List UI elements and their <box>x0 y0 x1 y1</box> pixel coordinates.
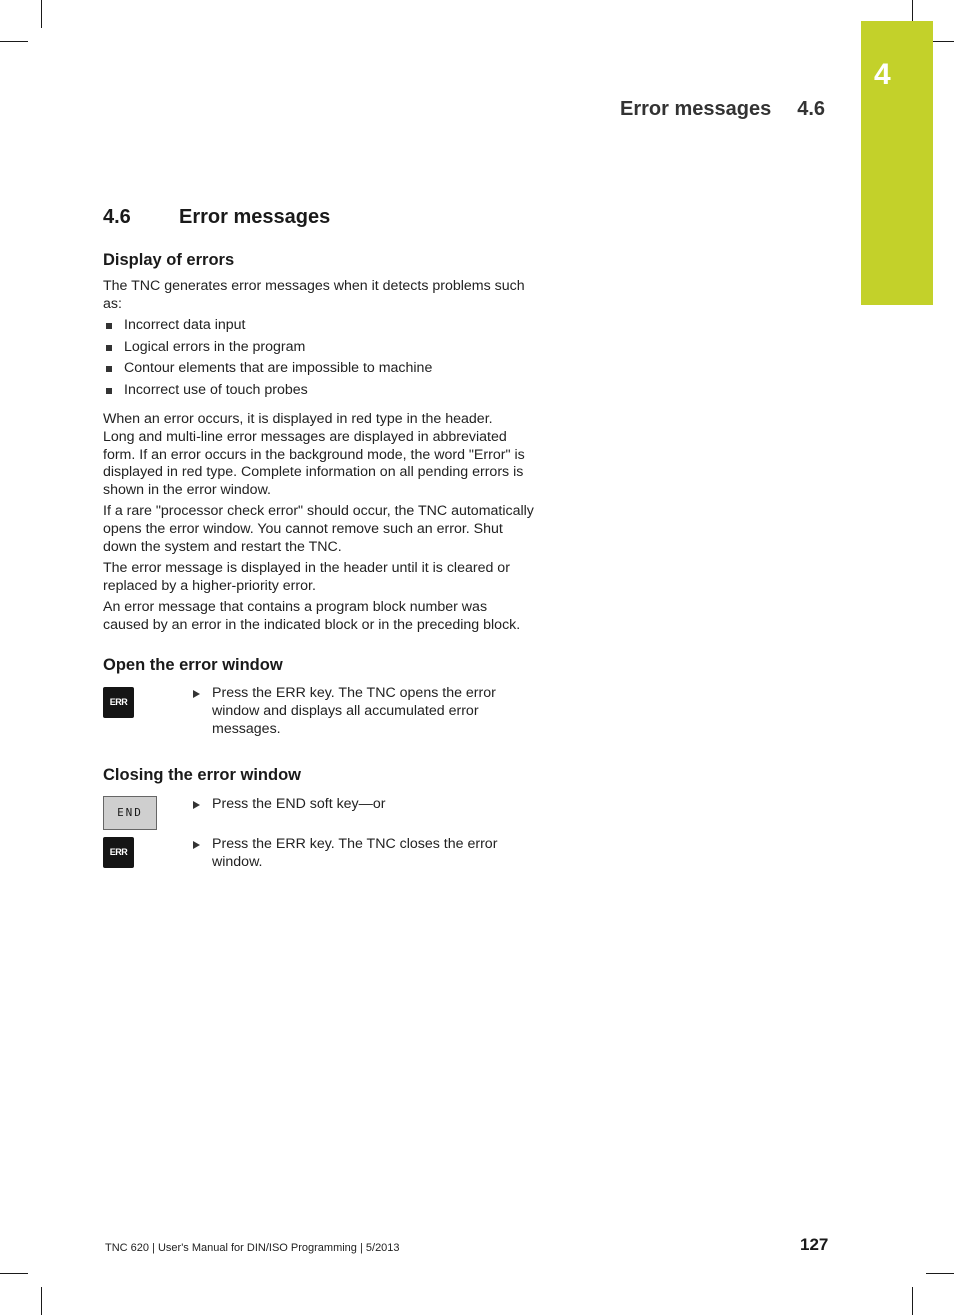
bullet-square-icon <box>106 345 112 351</box>
footer-text: TNC 620 | User's Manual for DIN/ISO Programming | 5/2013 <box>105 1242 400 1254</box>
step-text <box>212 685 533 738</box>
err-key-icon: ERR <box>103 837 134 868</box>
paragraph <box>103 599 548 635</box>
text-line: shown in the error window. <box>103 482 271 499</box>
bullet-square-icon <box>106 323 112 329</box>
text-line: down the system and restart the TNC. <box>103 538 342 555</box>
section-number: 4.6 <box>103 206 131 228</box>
list-item-label: Incorrect use of touch probes <box>124 382 308 398</box>
text-line: Press the ERR key. The TNC opens the error <box>212 685 496 701</box>
list-item-label: Contour elements that are impossible to machine <box>124 360 433 376</box>
step-arrow-icon <box>193 690 200 698</box>
text-line: as: <box>103 295 122 312</box>
end-softkey-icon: END <box>103 796 157 830</box>
crop-mark <box>0 1273 28 1274</box>
step-text <box>212 836 533 872</box>
step-text <box>212 796 533 814</box>
text-line: Press the END soft key—or <box>212 796 386 812</box>
text-line: An error message that contains a program block number was <box>103 599 488 615</box>
paragraph <box>103 411 548 500</box>
text-line: window and displays all accumulated error <box>212 702 479 719</box>
list-item-label: Logical errors in the program <box>124 339 306 355</box>
chapter-tab <box>861 21 933 305</box>
list-item-label: Incorrect data input <box>124 317 246 333</box>
step-arrow-icon <box>193 841 200 849</box>
instruction-step <box>193 685 533 738</box>
instruction-step <box>193 836 533 872</box>
text-line: Long and multi-line error messages are displayed in abbreviated <box>103 428 507 445</box>
running-head-number: 4.6 <box>797 98 826 120</box>
crop-mark <box>912 1287 913 1315</box>
bullet-square-icon <box>106 366 112 372</box>
bullet-square-icon <box>106 388 112 394</box>
paragraph <box>103 560 548 596</box>
instruction-step <box>193 796 533 814</box>
paragraph <box>103 503 548 556</box>
text-line: opens the error window. You cannot remove such an error. Shut <box>103 520 503 537</box>
closing-error-window-heading: Closing the error window <box>103 766 302 784</box>
step-arrow-icon <box>193 801 200 809</box>
open-error-window-heading: Open the error window <box>103 656 283 674</box>
display-of-errors-intro <box>103 278 548 314</box>
crop-mark <box>0 41 28 42</box>
section-title <box>103 206 330 229</box>
chapter-number: 4 <box>874 58 891 91</box>
text-line: form. If an error occurs in the background mode, the word "Error" is <box>103 446 525 463</box>
text-line: caused by an error in the indicated block or in the preceding block. <box>103 616 521 633</box>
text-line: If a rare "processor check error" should occur, the TNC automatically <box>103 503 534 519</box>
crop-mark <box>41 1287 42 1315</box>
running-head-title: Error messages <box>620 98 772 120</box>
display-of-errors-heading: Display of errors <box>103 251 235 269</box>
text-line: displayed in red type. Complete information on all pending errors is <box>103 464 524 481</box>
text-line: The error message is displayed in the header until it is cleared or <box>103 560 510 576</box>
text-line: Press the ERR key. The TNC closes the error <box>212 836 498 852</box>
running-head <box>620 98 825 121</box>
err-key-icon: ERR <box>103 687 134 718</box>
text-line: The TNC generates error messages when it detects problems such <box>103 278 525 294</box>
crop-mark <box>926 1273 954 1274</box>
section-title-text: Error messages <box>179 206 331 228</box>
text-line: replaced by a higher-priority error. <box>103 577 316 594</box>
text-line: messages. <box>212 720 281 737</box>
text-line: When an error occurs, it is displayed in red type in the header. <box>103 411 493 427</box>
page-number: 127 <box>800 1235 829 1254</box>
text-line: window. <box>212 853 263 870</box>
crop-mark <box>41 0 42 28</box>
